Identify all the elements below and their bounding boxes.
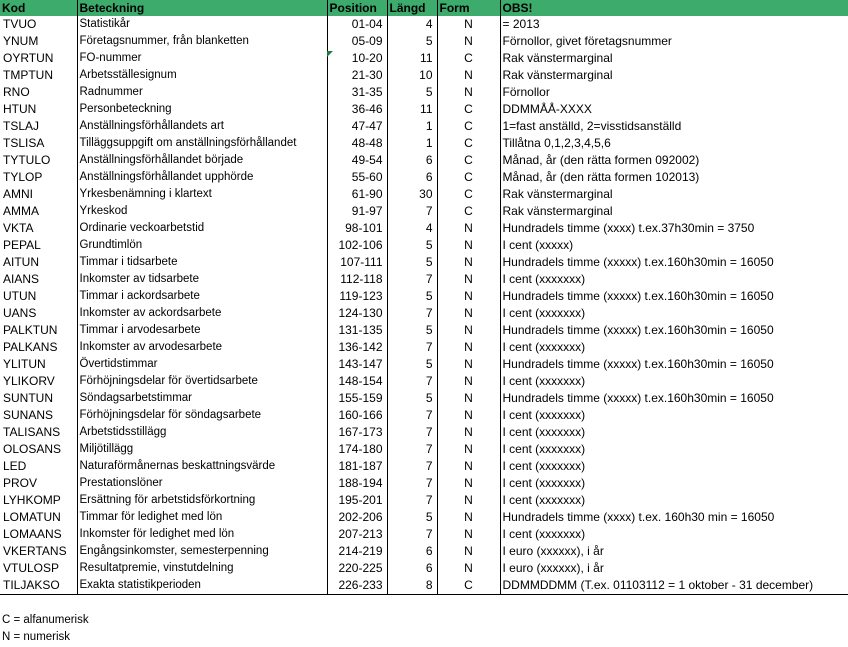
cell-beteckning: Radnummer xyxy=(77,84,327,101)
cell-kod: UTUN xyxy=(3,289,37,303)
cell-kod: LED xyxy=(3,459,27,473)
table-row xyxy=(0,67,848,84)
cell-form: N xyxy=(437,67,500,84)
cell-position: 207-213 xyxy=(327,526,387,543)
cell-obs: I cent (xxxxxxx) xyxy=(500,271,848,288)
cell-langd: 30 xyxy=(387,186,437,203)
cell-form: N xyxy=(437,16,500,33)
cell-obs: Månad, år (den rätta formen 102013) xyxy=(500,169,848,186)
table-row xyxy=(0,254,848,271)
cell-beteckning: Förhöjningsdelar för övertidsarbete xyxy=(77,373,327,390)
table-row xyxy=(0,288,848,305)
cell-beteckning: Övertidstimmar xyxy=(77,356,327,373)
cell-langd: 5 xyxy=(387,84,437,101)
cell-beteckning: Exakta statistikperioden xyxy=(77,577,327,595)
cell-obs: I cent (xxxxxxx) xyxy=(500,458,848,475)
cell-position: 21-30 xyxy=(327,67,387,84)
cell-position: 31-35 xyxy=(327,84,387,101)
cell-form: N xyxy=(437,84,500,101)
cell-obs: Hundradels timme (xxxxx) t.ex.160h30min = 16050 xyxy=(500,322,848,339)
cell-beteckning: FO-nummer xyxy=(77,50,327,67)
cell-obs: Rak vänstermarginal xyxy=(500,67,848,84)
cell-form: N xyxy=(437,339,500,356)
cell-beteckning: Förhöjningsdelar för söndagsarbete xyxy=(77,407,327,424)
table-row xyxy=(0,390,848,407)
table-row xyxy=(0,50,848,67)
cell-position: 47-47 xyxy=(327,118,387,135)
cell-form: N xyxy=(437,560,500,577)
cell-form: N xyxy=(437,492,500,509)
cell-form: C xyxy=(437,186,500,203)
table-row xyxy=(0,305,848,322)
table-row xyxy=(0,16,848,33)
table-row xyxy=(0,458,848,475)
cell-langd: 5 xyxy=(387,322,437,339)
cell-kod: PROV xyxy=(3,476,38,490)
cell-position: 124-130 xyxy=(327,305,387,322)
cell-beteckning: Inkomster av ackordsarbete xyxy=(77,305,327,322)
cell-langd: 5 xyxy=(387,390,437,407)
cell-form: C xyxy=(437,50,500,67)
cell-langd: 7 xyxy=(387,492,437,509)
table-row xyxy=(0,526,848,543)
table-body xyxy=(0,16,848,595)
cell-langd: 7 xyxy=(387,441,437,458)
cell-beteckning: Arbetstidsstillägg xyxy=(77,424,327,441)
cell-kod: PALKANS xyxy=(3,340,58,354)
cell-kod: TALISANS xyxy=(3,425,61,439)
cell-form: N xyxy=(437,458,500,475)
cell-kod: TILJAKSO xyxy=(0,577,77,595)
table-row xyxy=(0,237,848,254)
cell-obs: I cent (xxxxxxx) xyxy=(500,373,848,390)
cell-beteckning: Prestationslöner xyxy=(77,475,327,492)
cell-position: 107-111 xyxy=(327,254,387,271)
legend-numerisk: N = numerisk xyxy=(2,631,71,643)
cell-kod: PALKTUN xyxy=(3,323,58,337)
cell-beteckning: Grundtimlön xyxy=(77,237,327,254)
cell-obs: I cent (xxxxxxx) xyxy=(500,441,848,458)
header-kod: Kod xyxy=(0,0,77,16)
cell-kod: OLOSANS xyxy=(3,442,62,456)
table-row xyxy=(0,118,848,135)
header-row xyxy=(0,0,848,16)
cell-obs: I cent (xxxxxxx) xyxy=(500,407,848,424)
cell-beteckning: Yrkesbenämning i klartext xyxy=(77,186,327,203)
cell-form: N xyxy=(437,373,500,390)
cell-position: 214-219 xyxy=(327,543,387,560)
table-row xyxy=(0,475,848,492)
table-row xyxy=(0,135,848,152)
cell-obs: I cent (xxxxxxx) xyxy=(500,305,848,322)
cell-position: 148-154 xyxy=(327,373,387,390)
cell-position: 01-04 xyxy=(327,16,387,33)
cell-position: 220-225 xyxy=(327,560,387,577)
cell-form: N xyxy=(437,305,500,322)
cell-beteckning: Miljötillägg xyxy=(77,441,327,458)
cell-form: N xyxy=(437,390,500,407)
cell-obs: I euro (xxxxxx), i år xyxy=(500,543,848,560)
cell-langd: 7 xyxy=(387,526,437,543)
cell-kod: HTUN xyxy=(3,102,37,116)
cell-langd: 7 xyxy=(387,203,437,220)
cell-obs: DDMMDDMM (T.ex. 01103112 = 1 oktober - 31 december) xyxy=(500,577,848,595)
cell-position: 91-97 xyxy=(327,203,387,220)
cell-kod: UANS xyxy=(3,306,37,320)
cell-form: N xyxy=(437,254,500,271)
cell-form: N xyxy=(437,322,500,339)
cell-beteckning: Anställningsförhållandets art xyxy=(77,118,327,135)
cell-beteckning: Inkomster för ledighet med lön xyxy=(77,526,327,543)
cell-obs: = 2013 xyxy=(500,16,848,33)
cell-langd: 5 xyxy=(387,509,437,526)
cell-form: N xyxy=(437,543,500,560)
cell-langd: 7 xyxy=(387,424,437,441)
cell-langd: 6 xyxy=(387,169,437,186)
cell-obs: Månad, år (den rätta formen 092002) xyxy=(500,152,848,169)
cell-langd: 5 xyxy=(387,288,437,305)
cell-obs: Hundradels timme (xxxx) t.ex. 160h30 min = 16050 xyxy=(500,509,848,526)
cell-obs: Hundradels timme (xxxxx) t.ex.160h30min = 16050 xyxy=(500,390,848,407)
cell-form: C xyxy=(437,135,500,152)
comment-marker-icon xyxy=(327,51,333,57)
cell-beteckning: Företagsnummer, från blanketten xyxy=(77,33,327,50)
cell-form: N xyxy=(437,220,500,237)
cell-beteckning: Ordinarie veckoarbetstid xyxy=(77,220,327,237)
cell-form: C xyxy=(437,203,500,220)
header-langd: Längd xyxy=(387,0,437,16)
cell-kod: VTULOSP xyxy=(3,561,60,575)
cell-langd: 5 xyxy=(387,356,437,373)
cell-kod: VKERTANS xyxy=(3,544,67,558)
cell-position: 174-180 xyxy=(327,441,387,458)
cell-obs: Rak vänstermarginal xyxy=(500,203,848,220)
cell-kod: AMMA xyxy=(3,204,39,218)
cell-form: N xyxy=(437,356,500,373)
cell-beteckning: Söndagsarbetstimmar xyxy=(77,390,327,407)
cell-kod: TYLOP xyxy=(3,170,43,184)
table-row xyxy=(0,356,848,373)
cell-beteckning: Tilläggsuppgift om anställningsförhållandet xyxy=(77,135,327,152)
cell-form: N xyxy=(437,271,500,288)
table-row xyxy=(0,152,848,169)
header-beteckning: Beteckning xyxy=(77,0,327,16)
cell-position: 49-54 xyxy=(327,152,387,169)
table-row xyxy=(0,509,848,526)
header-position: Position xyxy=(327,0,387,16)
table-row xyxy=(0,33,848,50)
cell-position: 188-194 xyxy=(327,475,387,492)
cell-obs: I cent (xxxxxxx) xyxy=(500,492,848,509)
cell-position: 102-106 xyxy=(327,237,387,254)
cell-kod: TSLAJ xyxy=(3,119,40,133)
cell-kod: LOMAANS xyxy=(3,527,62,541)
cell-beteckning: Inkomster av arvodesarbete xyxy=(77,339,327,356)
table-row xyxy=(0,424,848,441)
cell-beteckning: Resultatpremie, vinstutdelning xyxy=(77,560,327,577)
table-row xyxy=(0,560,848,577)
cell-langd: 7 xyxy=(387,305,437,322)
cell-langd: 5 xyxy=(387,237,437,254)
table-row xyxy=(0,203,848,220)
cell-langd: 4 xyxy=(387,16,437,33)
cell-obs: I euro (xxxxxx), i år xyxy=(500,560,848,577)
cell-langd: 11 xyxy=(387,101,437,118)
cell-obs: 1=fast anställd, 2=visstidsanställd xyxy=(500,118,848,135)
cell-form: C xyxy=(437,118,500,135)
cell-beteckning: Anställningsförhållandet upphörde xyxy=(77,169,327,186)
cell-langd: 8 xyxy=(387,577,437,595)
cell-form: N xyxy=(437,237,500,254)
cell-kod: TMPTUN xyxy=(3,68,53,82)
cell-langd: 7 xyxy=(387,271,437,288)
table-header xyxy=(0,0,848,16)
cell-form: C xyxy=(437,577,500,595)
cell-obs: Rak vänstermarginal xyxy=(500,50,848,67)
cell-obs: I cent (xxxxxxx) xyxy=(500,475,848,492)
cell-position: 55-60 xyxy=(327,169,387,186)
cell-position: 226-233 xyxy=(327,577,387,595)
cell-langd: 5 xyxy=(387,254,437,271)
cell-form: C xyxy=(437,169,500,186)
table-row xyxy=(0,339,848,356)
cell-beteckning: Anställningsförhållandet började xyxy=(77,152,327,169)
cell-kod: TVUO xyxy=(3,17,37,31)
cell-position: 10-20 xyxy=(327,50,387,67)
cell-form: N xyxy=(437,441,500,458)
cell-langd: 7 xyxy=(387,373,437,390)
cell-obs: I cent (xxxxx) xyxy=(500,237,848,254)
cell-langd: 7 xyxy=(387,475,437,492)
cell-position: 181-187 xyxy=(327,458,387,475)
cell-langd: 1 xyxy=(387,118,437,135)
cell-beteckning: Engångsinkomster, semesterpenning xyxy=(77,543,327,560)
cell-kod: AMNI xyxy=(3,187,33,201)
cell-obs: DDMMÅÅ-XXXX xyxy=(500,101,848,118)
cell-position: 167-173 xyxy=(327,424,387,441)
cell-position: 61-90 xyxy=(327,186,387,203)
cell-beteckning: Timmar för ledighet med lön xyxy=(77,509,327,526)
cell-obs: Tillåtna 0,1,2,3,4,5,6 xyxy=(500,135,848,152)
cell-form: N xyxy=(437,407,500,424)
cell-form: N xyxy=(437,424,500,441)
cell-kod: LYHKOMP xyxy=(3,493,61,507)
cell-position: 155-159 xyxy=(327,390,387,407)
cell-position: 202-206 xyxy=(327,509,387,526)
cell-position: 05-09 xyxy=(327,33,387,50)
cell-position: 195-201 xyxy=(327,492,387,509)
cell-form: N xyxy=(437,526,500,543)
cell-obs: Hundradels timme (xxxxx) t.ex.160h30min = 16050 xyxy=(500,356,848,373)
header-obs: OBS! xyxy=(500,0,848,16)
cell-langd: 4 xyxy=(387,220,437,237)
cell-kod: YLIKORV xyxy=(3,374,55,388)
cell-beteckning: Arbetsställesignum xyxy=(77,67,327,84)
cell-kod: TSLISA xyxy=(3,136,45,150)
cell-kod: SUNANS xyxy=(3,408,54,422)
cell-obs: I cent (xxxxxxx) xyxy=(500,424,848,441)
table-row xyxy=(0,441,848,458)
table-row xyxy=(0,169,848,186)
cell-form: N xyxy=(437,475,500,492)
cell-beteckning: Statistikår xyxy=(77,16,327,33)
cell-position: 136-142 xyxy=(327,339,387,356)
cell-langd: 7 xyxy=(387,339,437,356)
cell-position: 48-48 xyxy=(327,135,387,152)
table-row xyxy=(0,373,848,390)
cell-position: 36-46 xyxy=(327,101,387,118)
cell-obs: Förnollor, givet företagsnummer xyxy=(500,33,848,50)
cell-langd: 7 xyxy=(387,407,437,424)
cell-kod: YLITUN xyxy=(3,357,46,371)
cell-form: N xyxy=(437,33,500,50)
cell-form: C xyxy=(437,101,500,118)
table-row xyxy=(0,101,848,118)
cell-kod: PEPAL xyxy=(3,238,41,252)
cell-form: N xyxy=(437,509,500,526)
cell-obs: Hundradels timme (xxxx) t.ex.37h30min = 3750 xyxy=(500,220,848,237)
cell-kod: YNUM xyxy=(3,34,39,48)
cell-beteckning: Timmar i arvodesarbete xyxy=(77,322,327,339)
cell-langd: 5 xyxy=(387,33,437,50)
cell-obs: I cent (xxxxxxx) xyxy=(500,339,848,356)
table-row xyxy=(0,271,848,288)
cell-beteckning: Naturaförmånernas beskattningsvärde xyxy=(77,458,327,475)
cell-beteckning: Ersättning för arbetstidsförkortning xyxy=(77,492,327,509)
cell-form: C xyxy=(437,152,500,169)
cell-obs: Rak vänstermarginal xyxy=(500,186,848,203)
cell-beteckning: Timmar i tidsarbete xyxy=(77,254,327,271)
table-row xyxy=(0,186,848,203)
cell-position: 119-123 xyxy=(327,288,387,305)
cell-obs: Hundradels timme (xxxxx) t.ex.160h30min = 16050 xyxy=(500,288,848,305)
cell-kod: TYTULO xyxy=(3,153,51,167)
cell-langd: 6 xyxy=(387,560,437,577)
cell-beteckning: Yrkeskod xyxy=(77,203,327,220)
cell-langd: 7 xyxy=(387,458,437,475)
cell-position: 143-147 xyxy=(327,356,387,373)
cell-position: 160-166 xyxy=(327,407,387,424)
cell-obs: Förnollor xyxy=(500,84,848,101)
table-row xyxy=(0,84,848,101)
cell-kod: RNO xyxy=(3,85,30,99)
cell-kod: VKTA xyxy=(3,221,34,235)
cell-position: 131-135 xyxy=(327,322,387,339)
table-row xyxy=(0,407,848,424)
table-row xyxy=(0,322,848,339)
table-row xyxy=(0,577,848,595)
cell-langd: 11 xyxy=(387,50,437,67)
cell-langd: 10 xyxy=(387,67,437,84)
cell-beteckning: Timmar i ackordsarbete xyxy=(77,288,327,305)
cell-langd: 6 xyxy=(387,543,437,560)
cell-obs: Hundradels timme (xxxxx) t.ex.160h30min = 16050 xyxy=(500,254,848,271)
cell-beteckning: Inkomster av tidsarbete xyxy=(77,271,327,288)
cell-beteckning: Personbeteckning xyxy=(77,101,327,118)
table-row xyxy=(0,543,848,560)
cell-kod: OYRTUN xyxy=(3,51,54,65)
cell-kod: LOMATUN xyxy=(3,510,61,524)
cell-position: 112-118 xyxy=(327,271,387,288)
cell-kod: AIANS xyxy=(3,272,40,286)
cell-obs: I cent (xxxxxxx) xyxy=(500,526,848,543)
legend-alfanumerisk: C = alfanumerisk xyxy=(2,614,89,626)
table-row xyxy=(0,492,848,509)
cell-position: 98-101 xyxy=(327,220,387,237)
cell-langd: 1 xyxy=(387,135,437,152)
header-form: Form xyxy=(437,0,500,16)
cell-langd: 6 xyxy=(387,152,437,169)
cell-kod: SUNTUN xyxy=(3,391,53,405)
cell-form: N xyxy=(437,288,500,305)
table-row xyxy=(0,220,848,237)
cell-kod: AITUN xyxy=(3,255,39,269)
